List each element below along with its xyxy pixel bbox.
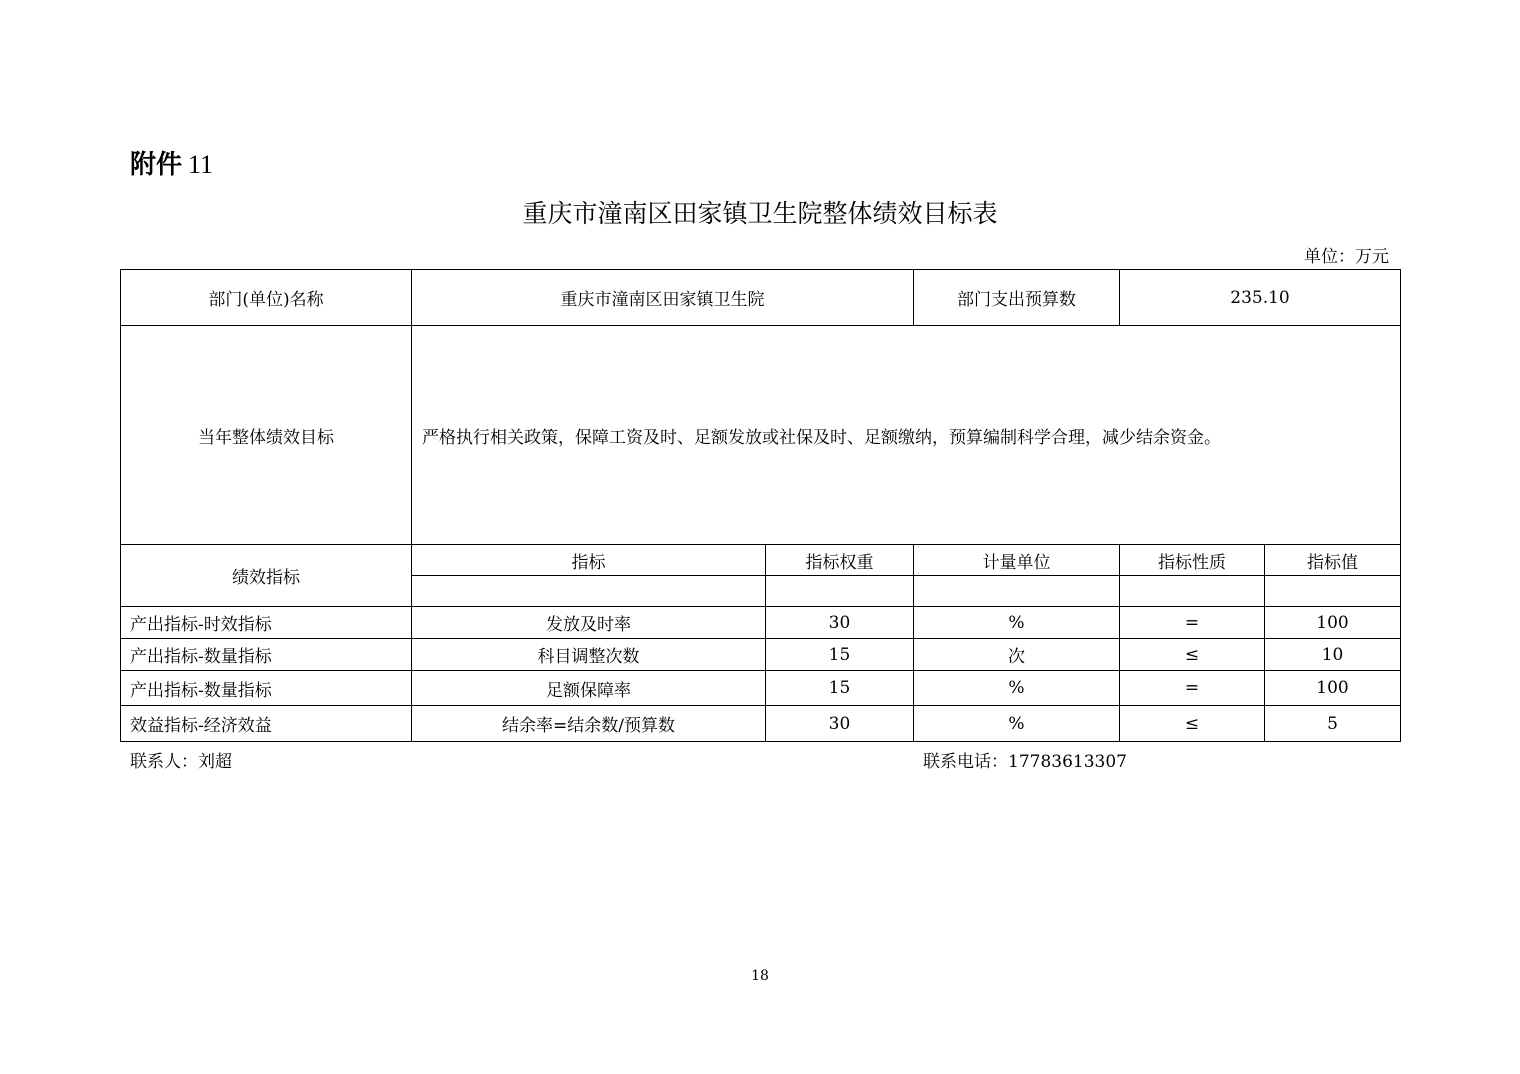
attachment-number: 11 [188, 150, 214, 179]
dept-name-label: 部门(单位)名称 [121, 270, 412, 326]
budget-value: 235.10 [1120, 270, 1401, 326]
goal-text: 严格执行相关政策，保障工资及时、足额发放或社保及时、足额缴纳，预算编制科学合理，减少结余资金。 [412, 326, 1401, 545]
table-row [121, 607, 1401, 639]
column-header: 指标性质 [1120, 545, 1265, 576]
table-row [121, 706, 1401, 742]
indicator-section-label: 绩效指标 [121, 545, 412, 607]
performance-table [120, 269, 1401, 742]
column-header: 指标值 [1265, 545, 1401, 576]
indicator-weight: 15 [766, 639, 914, 671]
indicator-nature: ≤ [1120, 639, 1265, 671]
page-title: 重庆市潼南区田家镇卫生院整体绩效目标表 [522, 199, 998, 228]
indicator-value: 100 [1265, 607, 1401, 639]
header-row [121, 270, 1401, 326]
blank-cell [766, 576, 914, 607]
column-header: 计量单位 [914, 545, 1120, 576]
indicator-header-row [121, 545, 1401, 576]
attachment-text: 附件 [130, 150, 183, 180]
blank-cell [1265, 576, 1401, 607]
goal-label: 当年整体绩效目标 [121, 326, 412, 545]
indicator-value: 100 [1265, 671, 1401, 706]
indicator-category: 产出指标-数量指标 [121, 671, 412, 706]
indicator-category: 产出指标-时效指标 [121, 607, 412, 639]
indicator-nature: ≤ [1120, 706, 1265, 742]
goal-row [121, 326, 1401, 545]
dept-name-value: 重庆市潼南区田家镇卫生院 [412, 270, 914, 326]
column-header: 指标权重 [766, 545, 914, 576]
indicator-nature: = [1120, 671, 1265, 706]
indicator-name: 发放及时率 [412, 607, 766, 639]
blank-cell [412, 576, 766, 607]
indicator-name: 结余率=结余数/预算数 [412, 706, 766, 742]
indicator-unit: % [914, 706, 1120, 742]
indicator-weight: 30 [766, 706, 914, 742]
budget-label: 部门支出预算数 [914, 270, 1120, 326]
indicator-name: 科目调整次数 [412, 639, 766, 671]
blank-cell [1120, 576, 1265, 607]
column-header: 指标 [412, 545, 766, 576]
table-row [121, 639, 1401, 671]
indicator-weight: 30 [766, 607, 914, 639]
indicator-value: 5 [1265, 706, 1401, 742]
indicator-nature: = [1120, 607, 1265, 639]
indicator-value: 10 [1265, 639, 1401, 671]
indicator-category: 产出指标-数量指标 [121, 639, 412, 671]
indicator-name: 足额保障率 [412, 671, 766, 706]
indicator-unit: 次 [914, 639, 1120, 671]
indicator-weight: 15 [766, 671, 914, 706]
table-row [121, 671, 1401, 706]
attachment-label [130, 144, 213, 181]
contact-person: 联系人：刘超 [130, 752, 232, 772]
indicator-unit: % [914, 607, 1120, 639]
contact-phone: 联系电话：17783613307 [923, 752, 1127, 772]
indicator-unit: % [914, 671, 1120, 706]
blank-cell [914, 576, 1120, 607]
page-number: 18 [751, 968, 769, 984]
indicator-category: 效益指标-经济效益 [121, 706, 412, 742]
unit-label: 单位：万元 [1304, 247, 1389, 267]
